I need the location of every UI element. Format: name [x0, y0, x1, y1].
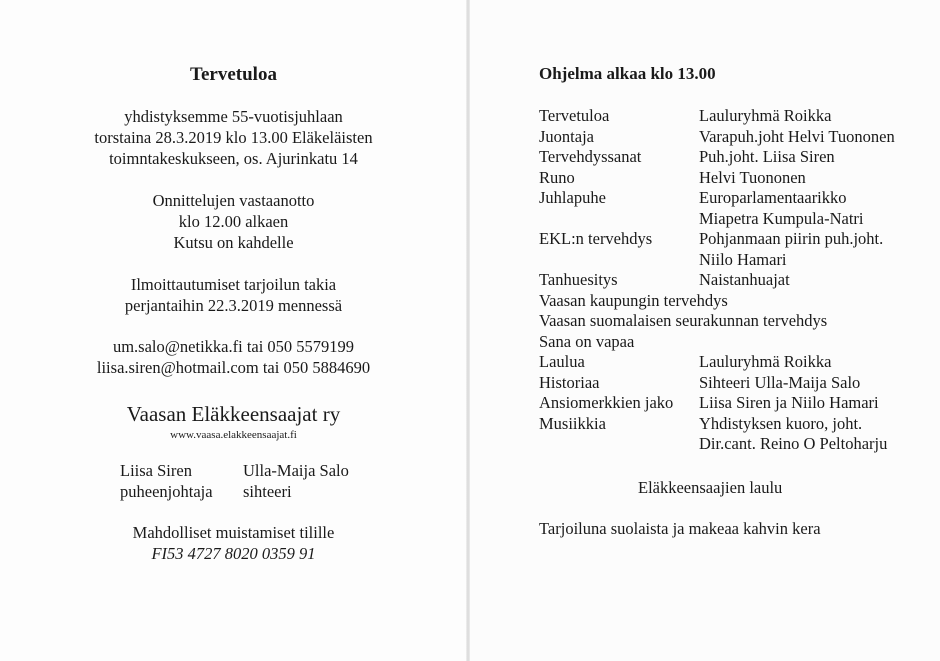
signer-chair [120, 460, 213, 502]
program-row [539, 106, 929, 127]
contact-line: um.salo@netikka.fi tai 050 5579199 [112, 337, 355, 356]
program-performer: Sihteeri Ulla-Maija Salo [699, 372, 861, 392]
program-heading: Ohjelma alkaa klo 13.00 [539, 64, 716, 83]
program-item: Juontaja [539, 126, 594, 146]
program-item: Tervehdyssanat [539, 147, 642, 166]
program-row [539, 270, 929, 291]
program-performer: Dir.cant. Reino O Peltoharju [699, 434, 888, 453]
organization-name: Vaasan Eläkkeensaajat ry [126, 402, 341, 426]
program-performer: Puh.joht. Liisa Siren [699, 147, 835, 166]
program-performer: Naistanhuajat [699, 270, 790, 289]
reception-line: Kutsu on kahdelle [173, 233, 294, 252]
contact-line: liisa.siren@hotmail.com tai 050 5884690 [96, 358, 371, 377]
signer-role: puheenjohtaja [120, 482, 213, 501]
program-row [539, 147, 929, 168]
signer-name: Ulla-Maija Salo [243, 461, 349, 480]
program-item: Tervetuloa [539, 106, 610, 125]
program-item: Musiikkia [539, 413, 606, 433]
program-item: Ansiomerkkien jako [539, 393, 674, 412]
program-item: Vaasan kaupungin tervehdys [539, 290, 728, 310]
registration-line: perjantaihin 22.3.2019 mennessä [124, 296, 343, 315]
program-performer: Miapetra Kumpula-Natri [699, 208, 864, 228]
program-row [539, 414, 929, 435]
program-item: Runo [539, 167, 575, 187]
reception-line: klo 12.00 alkaen [178, 212, 289, 231]
program-row [539, 352, 929, 373]
registration-text [0, 274, 467, 316]
program-performer: Yhdistyksen kuoro, joht. [699, 413, 863, 433]
program-item: Tanhuesitys [539, 270, 618, 289]
program-item: Historiaa [539, 372, 600, 392]
program-item: Sana on vapaa [539, 331, 635, 351]
program-row [539, 311, 929, 332]
program-item: Vaasan suomalaisen seurakunnan tervehdys [539, 311, 828, 330]
reception-line: Onnittelujen vastaanotto [152, 191, 315, 210]
program-row [539, 209, 929, 230]
welcome-title: Tervetuloa [190, 64, 277, 85]
organization-url: www.vaasa.elakkeensaajat.fi [170, 429, 297, 441]
program-performer: Pohjanmaan piirin puh.joht. [699, 229, 884, 248]
program-row [539, 373, 929, 394]
signer-name: Liisa Siren [120, 461, 192, 480]
refreshments-note: Tarjoiluna suolaista ja makeaa kahvin kera [539, 519, 821, 538]
program-performer: Varapuh.joht Helvi Tuononen [699, 126, 895, 146]
memorial-note: Mahdolliset muistamiset tilille [132, 523, 335, 542]
program-performer: Helvi Tuononen [699, 167, 806, 187]
program-row [539, 188, 929, 209]
invitation-line: toimntakeskukseen, os. Ajurinkatu 14 [109, 149, 358, 168]
program-row [539, 168, 929, 189]
program-item: Juhlapuhe [539, 188, 606, 207]
program-performer: Niilo Hamari [699, 249, 787, 269]
program-row [539, 434, 929, 455]
registration-line: Ilmoittautumiset tarjoilun takia [130, 275, 337, 294]
program-performer: Lauluryhmä Roikka [699, 352, 832, 371]
program-row [539, 393, 929, 414]
contact-info [0, 336, 467, 378]
program-performer: Liisa Siren ja Niilo Hamari [699, 393, 879, 412]
program-row [539, 250, 929, 271]
program-row [539, 291, 929, 312]
program-row [539, 229, 929, 250]
program-performer: Europarlamentaarikko [699, 188, 847, 207]
program-row [539, 127, 929, 148]
program-item: Laulua [539, 352, 585, 371]
reception-text [0, 190, 467, 253]
invitation-line: yhdistyksemme 55-vuotisjuhlaan [124, 107, 343, 126]
invitation-text [0, 106, 467, 169]
invitation-line: torstaina 28.3.2019 klo 13.00 Eläkeläisten [94, 128, 373, 147]
program-performer: Lauluryhmä Roikka [699, 106, 832, 125]
memorial-info [0, 522, 467, 564]
closing-song: Eläkkeensaajien laulu [638, 478, 783, 497]
program-row [539, 332, 929, 353]
bank-account: FI53 4727 8020 0359 91 [151, 544, 316, 563]
program-list [539, 106, 929, 455]
signer-secretary [243, 460, 349, 502]
program-item: EKL:n tervehdys [539, 229, 653, 248]
signer-role: sihteeri [243, 482, 292, 501]
